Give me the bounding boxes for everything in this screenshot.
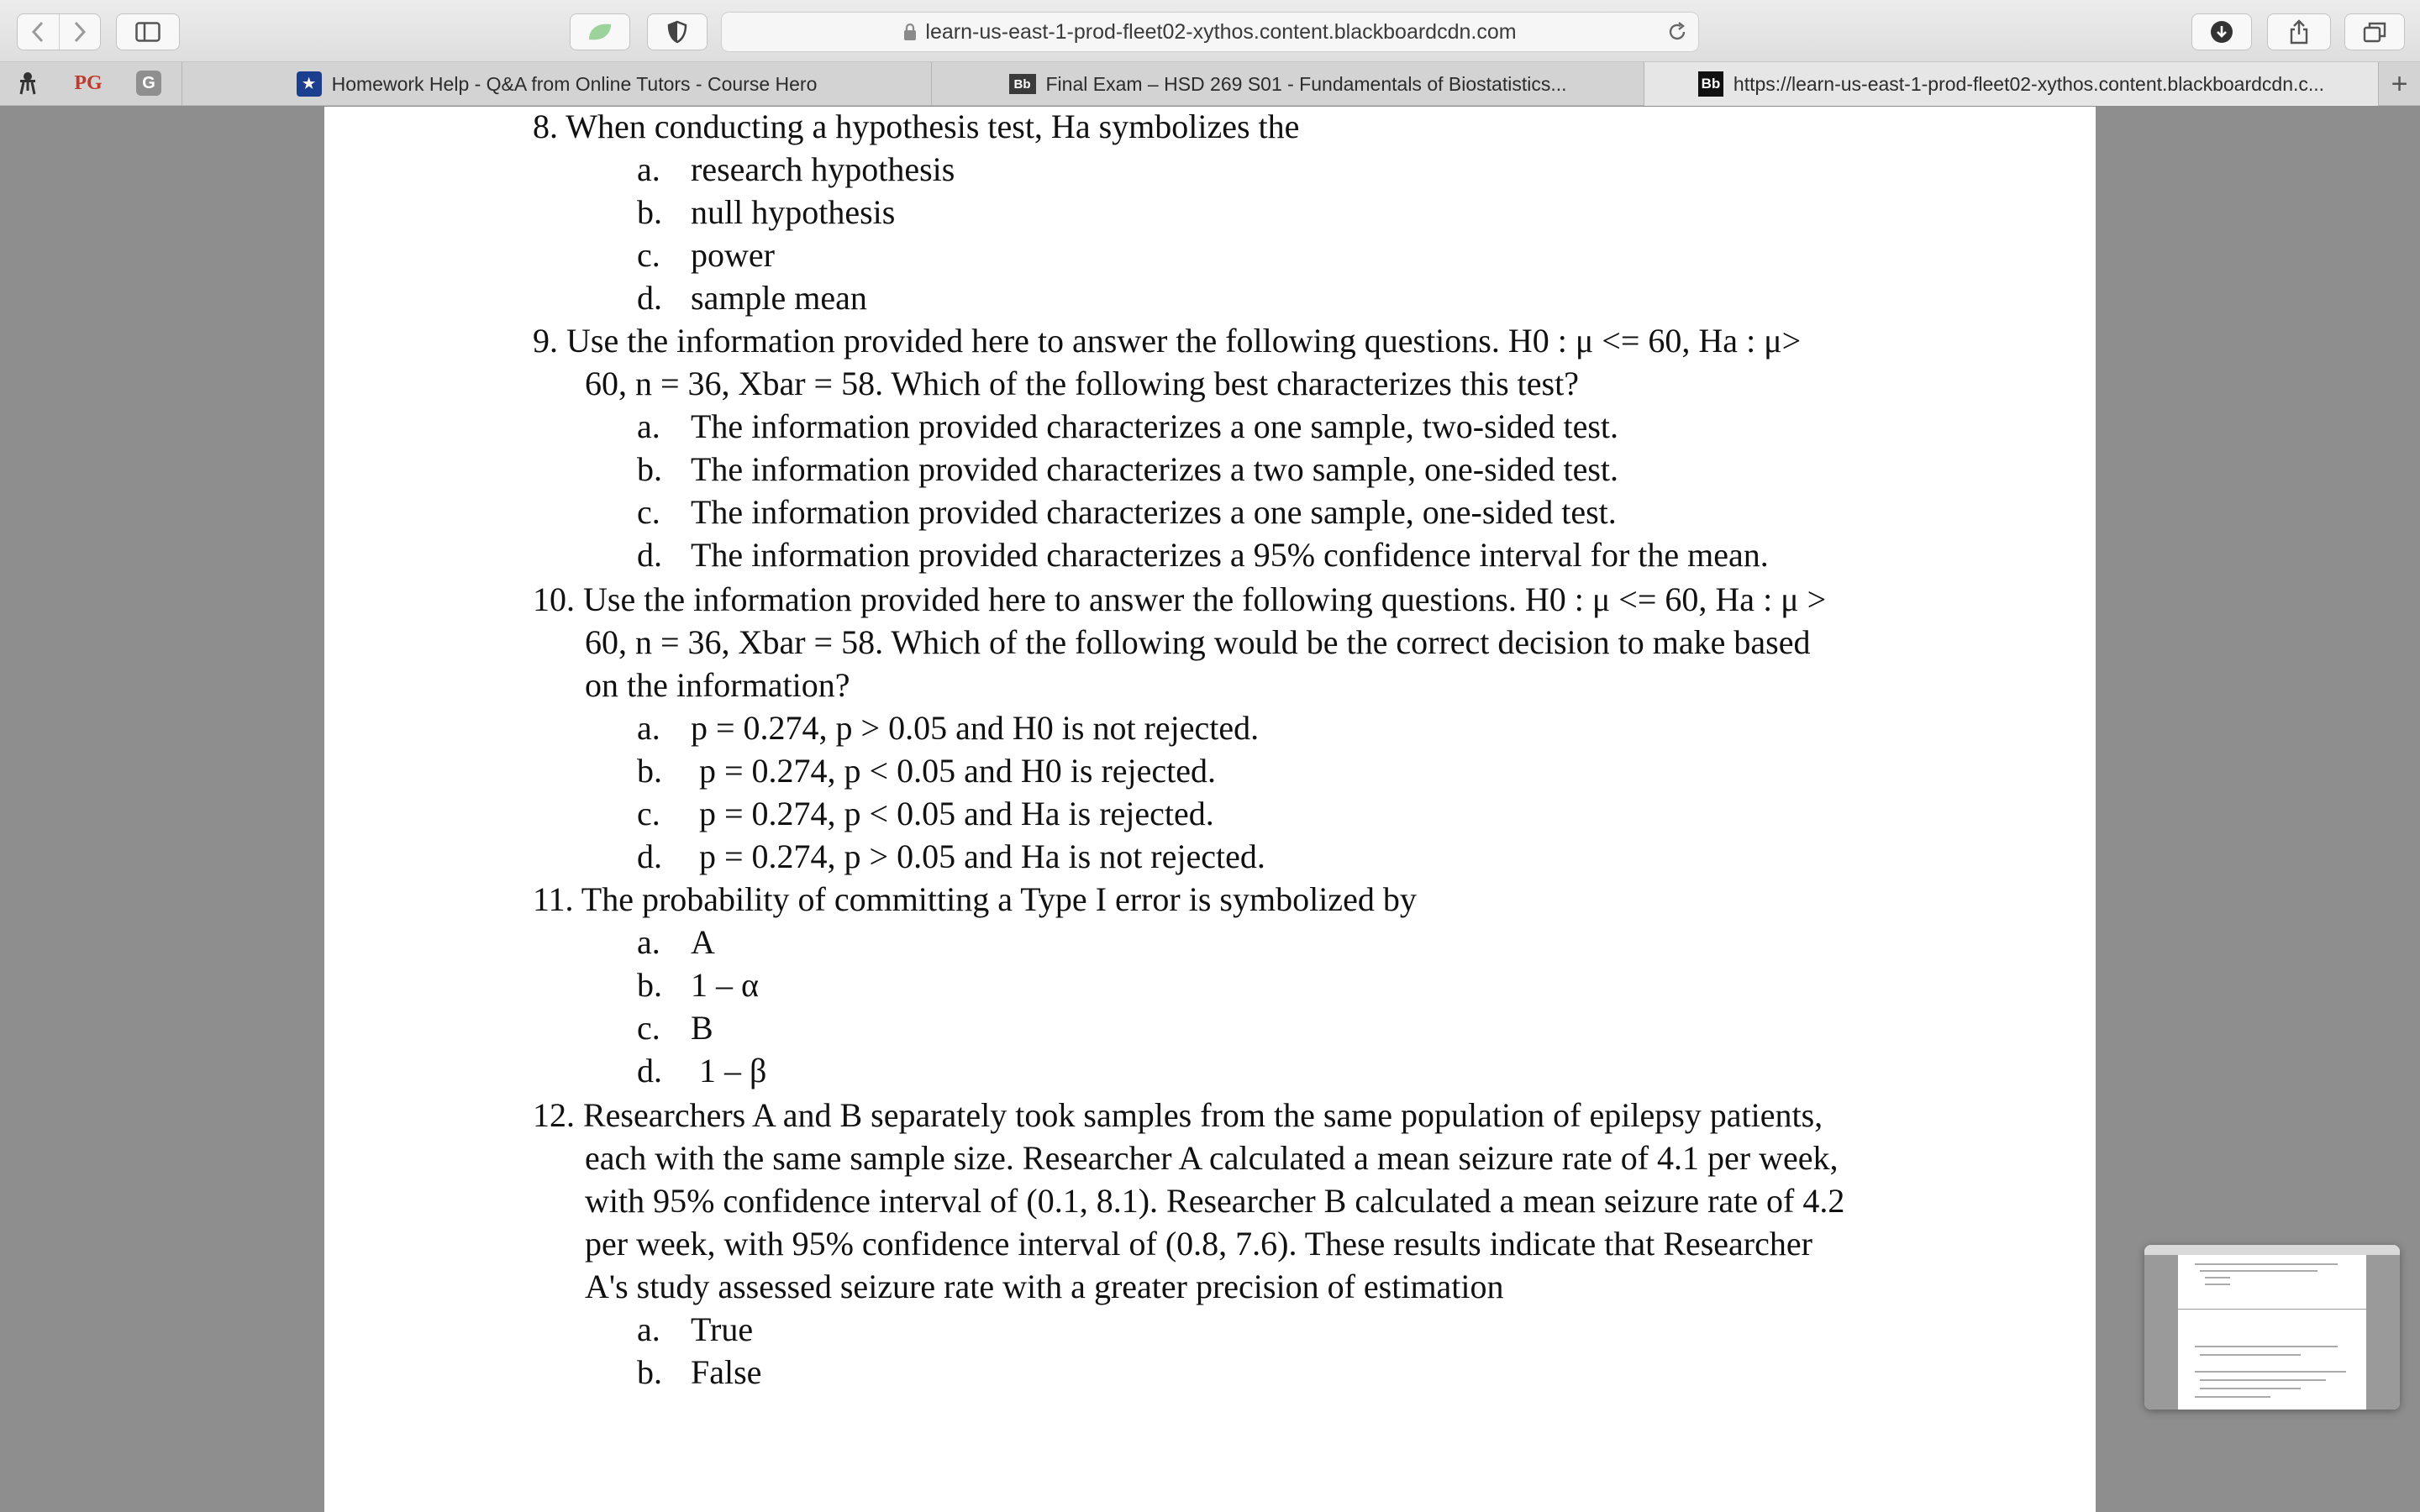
option-text: 1 – β: [691, 1052, 767, 1089]
pdf-page: [324, 107, 2096, 1512]
option: [637, 1051, 766, 1090]
option-text: A: [691, 923, 715, 961]
thumbnail-text-line: [2205, 1277, 2230, 1278]
reload-icon[interactable]: [1666, 21, 1688, 43]
option: [637, 922, 715, 962]
question-12-continued: per week, with 95% confidence interval of (0.8, 7.6). These results indicate that Researcher: [585, 1225, 1812, 1263]
tab-label: https://learn-us-east-1-prod-fleet02-xythos.content.blackboardcdn.c...: [1733, 72, 2325, 95]
option: [637, 278, 867, 318]
option-text: The information provided characterizes a one sample, two-sided test.: [691, 407, 1619, 445]
thumbnail-text-line: [2195, 1371, 2346, 1373]
option-text: False: [691, 1353, 762, 1391]
option: [637, 1352, 761, 1392]
tab-overview-button[interactable]: [2344, 13, 2405, 50]
option: [637, 535, 1769, 575]
option: [637, 1008, 713, 1047]
option-text: p = 0.274, p < 0.05 and H0 is rejected.: [691, 752, 1216, 790]
thumbnail-divider: [2178, 1309, 2366, 1310]
thumbnail-text-line: [2200, 1354, 2301, 1356]
tab-strip: [0, 62, 2420, 106]
option-text: sample mean: [691, 279, 867, 317]
thumbnail-text-line: [2200, 1270, 2317, 1272]
thumbnail-margin: [2144, 1255, 2178, 1410]
thumbnail-toolbar: [2144, 1245, 2400, 1255]
extension-button[interactable]: [570, 13, 630, 50]
question-11: 11. The probability of committing a Type I error is symbolized by: [533, 880, 1417, 918]
thumbnail-text-line: [2205, 1284, 2230, 1285]
screenshot-thumbnail[interactable]: [2144, 1245, 2400, 1410]
option: [637, 794, 1214, 833]
thumbnail-text-line: [2195, 1396, 2270, 1398]
share-icon: [2289, 19, 2309, 45]
pg-icon: PG: [74, 71, 103, 94]
option: [637, 1310, 753, 1349]
plus-icon: +: [2391, 67, 2408, 100]
back-button[interactable]: [18, 14, 59, 50]
new-tab-button[interactable]: [2378, 62, 2420, 106]
option-letter: b.: [637, 193, 662, 231]
option-letter: a.: [637, 150, 660, 188]
option-letter: c.: [637, 1009, 660, 1047]
blackboard-icon: [1009, 74, 1036, 94]
tab-label: Homework Help - Q&A from Online Tutors - Course Hero: [331, 72, 818, 95]
option-text: The information provided characterizes a 95% confidence interval for the mean.: [691, 536, 1769, 574]
thumbnail-text-line: [2195, 1346, 2338, 1347]
option: [637, 192, 895, 232]
question-12: 12. Researchers A and B separately took samples from the same population of epilepsy patients,: [533, 1096, 1823, 1134]
option: [637, 150, 955, 189]
figure-icon: [16, 71, 39, 96]
chevron-right-icon: [73, 21, 87, 43]
question-8: 8. When conducting a hypothesis test, Ha symbolizes the: [533, 108, 1300, 145]
bb-icon-text: Bb: [1013, 76, 1031, 92]
option-text: p = 0.274, p > 0.05 and H0 is not rejected.: [691, 709, 1260, 747]
share-button[interactable]: [2267, 13, 2331, 50]
option-letter: c.: [637, 493, 660, 531]
tabs-overview-icon: [2363, 21, 2386, 43]
option-text: p = 0.274, p < 0.05 and Ha is rejected.: [691, 795, 1214, 832]
option: [637, 751, 1216, 790]
option-text: B: [691, 1009, 713, 1047]
course-hero-star-icon: ★: [297, 71, 322, 97]
option-letter: b.: [637, 450, 662, 488]
question-10: 10. Use the information provided here to answer the following questions. H0 : μ <= 60, Ha : μ >: [533, 580, 1827, 618]
extension-icon: [586, 21, 614, 43]
option-letter: c.: [637, 236, 660, 274]
option-letter: a.: [637, 709, 660, 747]
option-letter: a.: [637, 407, 660, 445]
option-letter: c.: [637, 795, 660, 832]
option-letter: a.: [637, 1310, 660, 1348]
option-text: research hypothesis: [691, 150, 955, 188]
privacy-button[interactable]: [647, 13, 708, 50]
option: [637, 965, 759, 1005]
question-9-continued: 60, n = 36, Xbar = 58. Which of the following best characterizes this test?: [585, 365, 1579, 402]
option-letter: d.: [637, 1052, 662, 1089]
forward-button[interactable]: [59, 14, 100, 50]
question-9: 9. Use the information provided here to answer the following questions. H0 : μ <= 60, Ha : μ>: [533, 322, 1802, 360]
sidebar-button[interactable]: [116, 13, 180, 50]
option: [637, 837, 1265, 876]
navigation-buttons: [17, 13, 101, 50]
option-text: The information provided characterizes a two sample, one-sided test.: [691, 450, 1619, 488]
option-text: power: [691, 236, 775, 274]
thumbnail-text-line: [2200, 1388, 2301, 1389]
bb-icon-text: Bb: [1701, 76, 1721, 92]
option-letter: d.: [637, 279, 662, 317]
option: [637, 708, 1259, 748]
option-letter: d.: [637, 837, 662, 875]
question-12-continued: A's study assessed seizure rate with a greater precision of estimation: [585, 1268, 1504, 1305]
tab-label: Final Exam – HSD 269 S01 - Fundamentals of Biostatistics...: [1045, 72, 1567, 95]
option: [637, 449, 1618, 489]
question-10-continued: on the information?: [585, 666, 850, 704]
option-text: True: [691, 1310, 754, 1348]
question-10-continued: 60, n = 36, Xbar = 58. Which of the following would be the correct decision to make based: [585, 623, 1811, 661]
question-12-continued: each with the same sample size. Researcher A calculated a mean seizure rate of 4.1 per week,: [585, 1139, 1839, 1177]
option-letter: b.: [637, 752, 662, 790]
thumbnail-text-line: [2200, 1379, 2326, 1381]
lock-icon: [903, 23, 917, 41]
option-letter: b.: [637, 1353, 662, 1391]
option-letter: a.: [637, 923, 660, 961]
browser-toolbar: [0, 0, 2420, 62]
tab-blackboard-pdf[interactable]: [1644, 62, 2378, 106]
option: [637, 407, 1618, 446]
chevron-left-icon: [31, 21, 45, 43]
option-text: p = 0.274, p > 0.05 and Ha is not rejected.: [691, 837, 1265, 875]
option-letter: d.: [637, 536, 662, 574]
tab-course-hero[interactable]: [182, 62, 931, 106]
address-bar[interactable]: [721, 12, 1699, 52]
option-letter: b.: [637, 966, 662, 1004]
option-text: The information provided characterizes a one sample, one-sided test.: [691, 493, 1617, 531]
question-12-continued: with 95% confidence interval of (0.1, 8.1). Researcher B calculated a mean seizure rate of 4.2: [585, 1182, 1845, 1220]
tab-final-exam[interactable]: [931, 62, 1644, 106]
option-text: 1 – α: [691, 966, 759, 1004]
pinned-tab-1[interactable]: [13, 69, 42, 97]
download-icon: [2210, 20, 2233, 44]
option: [637, 492, 1617, 532]
blackboard-icon: [1698, 71, 1723, 97]
g-icon: G: [136, 71, 161, 96]
shield-icon: [667, 20, 687, 44]
pinned-tab-2[interactable]: [74, 69, 103, 97]
option: [637, 235, 775, 275]
thumbnail-text-line: [2195, 1263, 2338, 1265]
sidebar-icon: [135, 22, 160, 42]
downloads-button[interactable]: [2191, 13, 2252, 50]
pinned-tab-3[interactable]: [134, 69, 163, 97]
option-text: null hypothesis: [691, 193, 896, 231]
thumbnail-margin: [2366, 1255, 2400, 1410]
url-text: learn-us-east-1-prod-fleet02-xythos.content.blackboardcdn.com: [925, 19, 1517, 44]
